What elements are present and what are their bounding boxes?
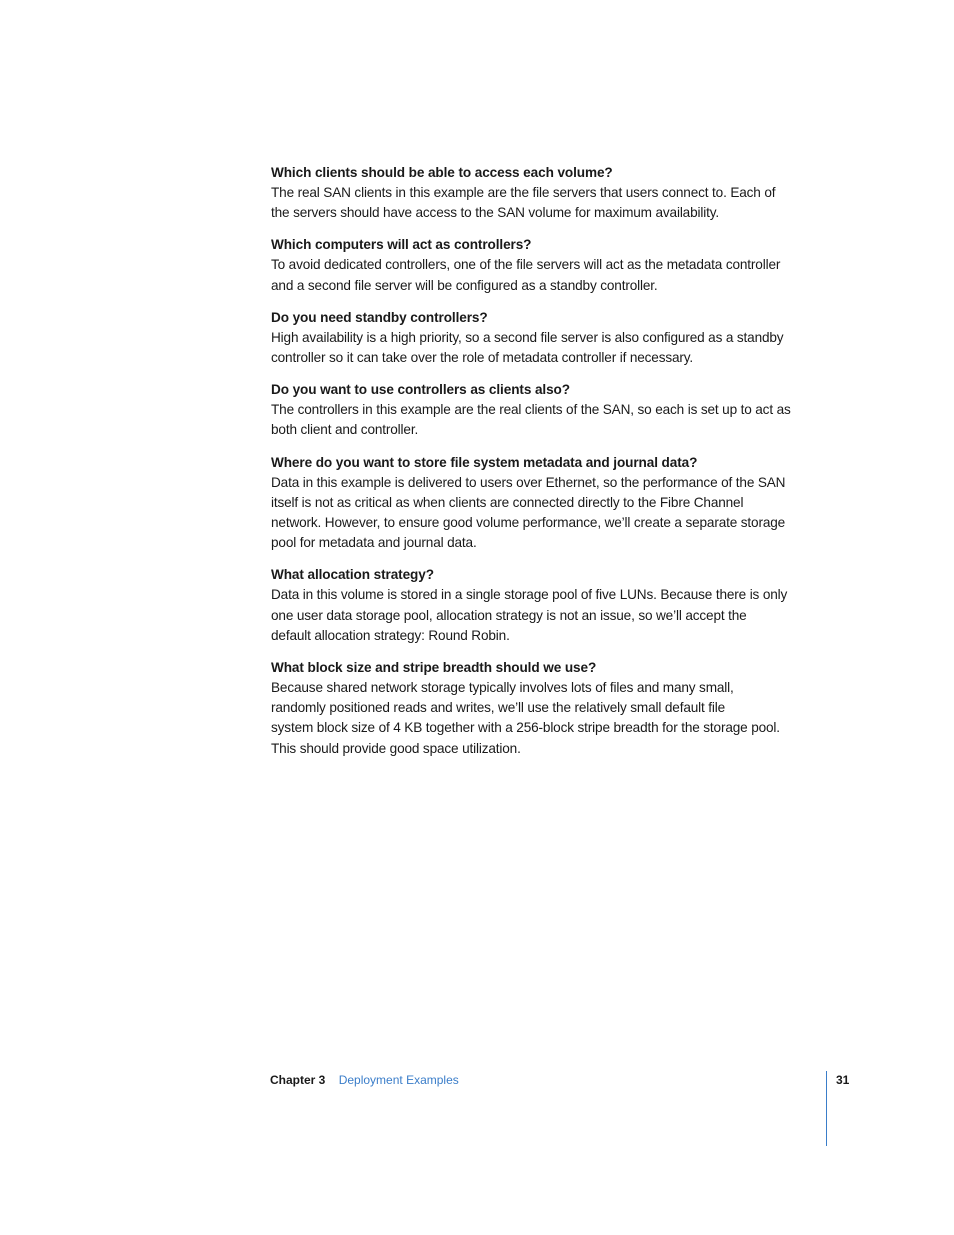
page-number: 31 — [836, 1073, 850, 1087]
page-body — [271, 163, 831, 771]
answer-paragraph — [271, 255, 831, 295]
question-heading: What allocation strategy? — [271, 567, 434, 583]
chapter-label: Chapter 3 — [270, 1073, 326, 1087]
answer-paragraph — [271, 678, 831, 759]
qa-section — [271, 380, 831, 440]
question-heading: Where do you want to store file system metadata and journal data? — [271, 454, 698, 470]
answer-line: Data in this example is delivered to users over Ethernet, so the performance of the SAN — [271, 474, 786, 490]
answer-line: network. However, to ensure good volume performance, we’ll create a separate storage — [271, 515, 786, 531]
answer-line: This should provide good space utilization. — [271, 740, 521, 756]
qa-section — [271, 308, 831, 368]
qa-section — [271, 163, 831, 223]
answer-line: To avoid dedicated controllers, one of the file servers will act as the metadata controller — [271, 257, 781, 273]
answer-line: Data in this volume is stored in a single storage pool of five LUNs. Because there is only — [271, 587, 788, 603]
answer-line: controller so it can take over the role of metadata controller if necessary. — [271, 350, 694, 366]
answer-paragraph — [271, 473, 831, 554]
answer-line: randomly positioned reads and writes, we’ll use the relatively small default file — [271, 700, 726, 716]
question-heading: Which computers will act as controllers? — [271, 237, 532, 253]
answer-line: both client and controller. — [271, 422, 419, 438]
answer-line: The controllers in this example are the real clients of the SAN, so each is set up to act as — [271, 402, 791, 418]
answer-line: The real SAN clients in this example are the file servers that users connect to. Each of — [271, 185, 776, 200]
answer-paragraph — [271, 328, 831, 368]
question-heading: Do you want to use controllers as clients also? — [271, 382, 570, 398]
qa-section — [271, 453, 831, 554]
answer-line: the servers should have access to the SAN volume for maximum availability. — [271, 205, 720, 221]
answer-paragraph — [271, 183, 831, 223]
answer-line: and a second file server will be configured as a standby controller. — [271, 277, 658, 293]
question-heading: Do you need standby controllers? — [271, 309, 488, 325]
question-heading: What block size and stripe breadth should we use? — [271, 660, 597, 676]
qa-section — [271, 565, 831, 646]
answer-paragraph — [271, 400, 831, 440]
answer-line: pool for metadata and journal data. — [271, 535, 477, 551]
qa-section — [271, 235, 831, 295]
qa-section — [271, 658, 831, 759]
answer-line: default allocation strategy: Round Robin. — [271, 627, 510, 643]
answer-paragraph — [271, 585, 831, 646]
question-heading: Which clients should be able to access each volume? — [271, 165, 613, 180]
answer-line: one user data storage pool, allocation strategy is not an issue, so we’ll accept the — [271, 607, 747, 623]
answer-line: Because shared network storage typically involves lots of files and many small, — [271, 680, 734, 696]
chapter-title-link[interactable]: Deployment Examples — [338, 1073, 459, 1087]
answer-line: itself is not as critical as when clients are connected directly to the Fibre Channel — [271, 494, 744, 510]
page-footer — [270, 1072, 459, 1088]
answer-line: system block size of 4 KB together with a 256-block stripe breadth for the storage pool. — [271, 720, 780, 736]
answer-line: High availability is a high priority, so a second file server is also configured as a standby — [271, 329, 784, 345]
footer-divider — [826, 1071, 827, 1146]
